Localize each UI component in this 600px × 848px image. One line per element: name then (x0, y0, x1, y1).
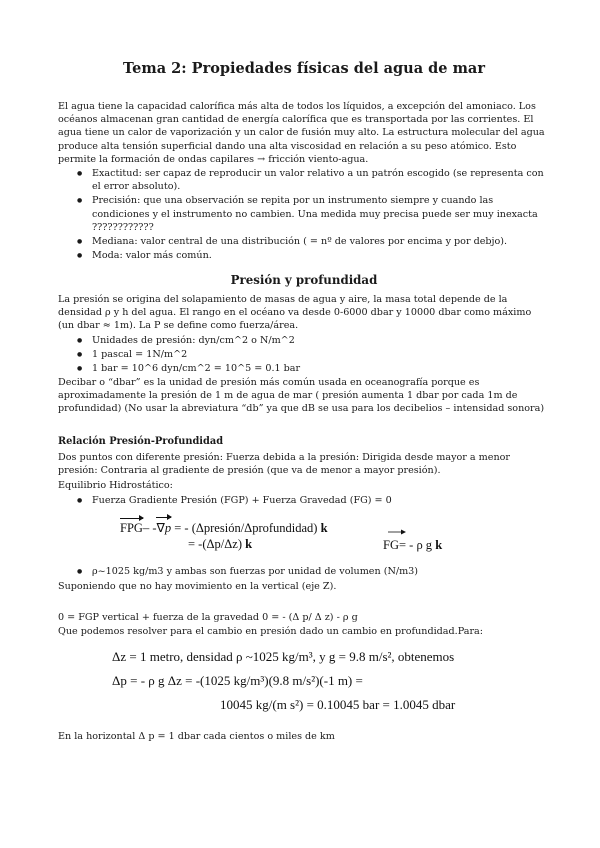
relation-paragraph: Dos puntos con diferente presión: Fuerza debida a la presión: Dirigida desde mayor a menor presión: Contraria al gradiente de presión (que va de menor a mayor presión). (58, 452, 510, 477)
equation-fpg-line2 (188, 537, 252, 552)
pressure-paragraph: La presión se origina del solapamiento de masas de agua y aire, la masa total depende de la densidad ρ y h del agua. El rango en el océano va desde 0-6000 dbar y 10000 dbar como máximo (un dbar ≈ 1m). La P se define como fuerza/área. (58, 294, 532, 332)
equation-delta-z: Δz = 1 metro, densidad ρ ~1025 kg/m³, y g = 9.8 m/s², obtenemos (112, 649, 455, 664)
equilibrio-label: Equilibrio Hidrostático: (58, 480, 173, 491)
k-unit-vector: k (320, 521, 328, 535)
equation-fg (383, 538, 442, 553)
list-item: ● Moda: valor más común. (58, 249, 550, 262)
list-item: ● ρ~1025 kg/m3 y ambas son fuerzas por unidad de volumen (N/m3) (58, 565, 550, 578)
k-unit-vector: k (245, 537, 253, 551)
eq1-rhs2: = -(Δp/Δz) (188, 537, 243, 551)
vertical-equation: 0 = FGP vertical + fuerza de la gravedad 0 = - (Δ p/ Δ z) - ρ g (58, 612, 358, 623)
list-item: ● Mediana: valor central de una distribución ( = nº de valores por encima y por debjo). (58, 235, 550, 248)
suponiendo-paragraph: Suponiendo que no hay movimiento en la vertical (eje Z). (58, 581, 337, 592)
list-item: ● Precisión: que una observación se repita por un instrumento siempre y cuando las condiciones y el instrumento no cambien. Una medida muy precisa puede ser muy inexacta ???????????? (58, 194, 550, 234)
grad-p-vector (156, 520, 171, 536)
equation-delta-p: Δp = - ρ g Δz = -(1025 kg/m³)(9.8 m/s²)(-1 m) = (112, 673, 363, 688)
eq1-rhs: = - (Δpresión/Δprofundidad) (174, 521, 318, 535)
equation-result: 10045 kg/(m s²) = 0.10045 bar = 1.0045 dbar (220, 697, 456, 712)
density-list (58, 565, 550, 579)
list-item: ● Exactitud: ser capaz de reproducir un valor relativo a un patrón escogido (se representa con el error absoluto). (58, 167, 550, 193)
equation-fpg (120, 520, 328, 536)
resolver-paragraph: Que podemos resolver para el cambio en presión dado un cambio en profundidad.Para: (58, 626, 483, 637)
fg-symbol: FG (383, 538, 399, 552)
intro-paragraph: El agua tiene la capacidad calorífica más alta de todos los líquidos, a excepción del amoniaco. Los océanos almacenan gran cantidad de energía calorífica que es transportada por las corrientes. El agua tiene un calor de vaporización y un calor de fusión muy alto. La estructura molecular del agua produce alta tensión superficial dando una alta viscosidad en relación a su peso atómico. Esto permite la formación de ondas capilares → fricción viento-agua. (58, 101, 545, 165)
dbar-paragraph: Decibar o “dbar” es la unidad de presión más común usada en oceanografía porque es aproximadamente la presión de 1 m de agua de mar ( presión aumenta 1 dbar por cada 1m de profundidad) (No usar la abreviatura “db” ya que dB se usa para los decibelios – intensidad sonora) (58, 377, 545, 415)
document-title: Tema 2: Propiedades físicas del agua de mar (123, 60, 485, 77)
section-heading-presion: Presión y profundidad (230, 273, 378, 287)
eq-dash: – - (142, 521, 157, 535)
subsection-heading: Relación Presión-Profundidad (58, 436, 224, 447)
list-item: ● 1 bar = 10^6 dyn/cm^2 = 10^5 = 0.1 bar (58, 362, 550, 375)
horizontal-paragraph: En la horizontal Δ p = 1 dbar cada cientos o miles de km (58, 731, 335, 742)
pressure-units-list (58, 334, 550, 377)
definitions-list (58, 167, 550, 263)
fgp-list (58, 494, 550, 508)
fpg-vector: FPG (120, 521, 143, 535)
list-item: ● 1 pascal = 1N/m^2 (58, 348, 550, 361)
fg-arrow-icon (388, 529, 406, 535)
k-unit-vector: k (435, 538, 443, 552)
fg-rhs: = - ρ g (398, 538, 433, 552)
nabla-symbol: ∇ (156, 521, 165, 535)
p-symbol: p (164, 521, 172, 535)
list-item: ● Fuerza Gradiente Presión (FGP) + Fuerza Gravedad (FG) = 0 (58, 494, 550, 507)
list-item: ● Unidades de presión: dyn/cm^2 o N/m^2 (58, 334, 550, 347)
